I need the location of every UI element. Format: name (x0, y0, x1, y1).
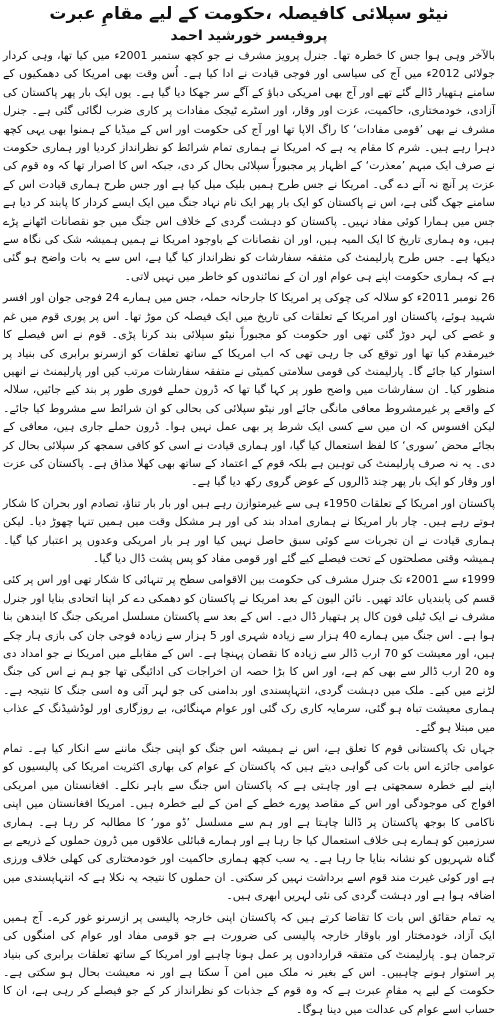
article-paragraph: یہ تمام حقائق اس بات کا تقاضا کرتے ہیں کہ پاکستان اپنی خارجہ پالیسی پر ازسرنو غور کرے۔ آج ہمیں ایک آزاد، خودمختار اور باوقار خارجہ پالیسی کی ضرورت ہے جو قومی مفاد اور عوام کی امنگوں کی ترجمان ہو۔ پارلیمنٹ کی متفقہ قراردادوں پر عمل ہونا چاہیے اور امریکا کے ساتھ تعلقات برابری کی بنیاد پر استوار ہونے چاہییں۔ اس کے بغیر نہ ملک میں امن آ سکتا ہے اور نہ معیشت بحال ہو سکتی ہے۔ حکومت کے لیے یہ مقامِ عبرت ہے کہ وہ قوم کے جذبات کو نظرانداز کر کے جو فیصلے کر رہی ہے، ان کا حساب اسے عوام کی عدالت میں دینا ہوگا۔ (3, 910, 495, 1016)
article-paragraph: 26 نومبر 2011ء کو سلالہ کی چوکی پر امریکا کا جارحانہ حملہ، جس میں ہمارے 24 فوجی جوان اور افسر شہید ہوئے، پاکستان اور امریکا کے تعلقات کی تاریخ میں ایک فیصلہ کن موڑ تھا۔ اس پر پوری قوم میں غم و غصے کی لہر دوڑ گئی تھی اور حکومت کو مجبوراً نیٹو سپلائی بند کرنا پڑی۔ قوم نے اس فیصلے کا خیرمقدم کیا تھا اور توقع کی جا رہی تھی کہ اب امریکا کے ساتھ تعلقات کو ازسرنو برابری کی بنیاد پر استوار کیا جائے گا۔ پارلیمنٹ کی قومی سلامتی کمیٹی نے متفقہ سفارشات مرتب کیں اور پارلیمنٹ نے انھیں منظور کیا۔ ان سفارشات میں واضح طور پر کہا گیا تھا کہ ڈرون حملے فوری طور پر بند کیے جائیں، سلالہ کے واقعے پر غیرمشروط معافی مانگی جائے اور نیٹو سپلائی کی بحالی کو ان شرائط سے مشروط کیا جائے۔ لیکن افسوس کہ ان میں سے کسی ایک شرط پر بھی عمل نہیں ہوا۔ ڈرون حملے جاری ہیں، معافی کے بجائے محض ’سوری‘ کا لفظ استعمال کیا گیا، اور ہماری قیادت نے اسی کو کافی سمجھ کر سپلائی بحال کر دی۔ یہ نہ صرف پارلیمنٹ کی توہین ہے بلکہ قوم کے اعتماد کے ساتھ بھی کھلا مذاق ہے۔ پاکستان کی عزت اور وقار کو ایک بار پھر چند ڈالروں کے عوض گروی رکھ دیا گیا ہے۔ (3, 291, 495, 489)
article-paragraph: بالآخر وہی ہوا جس کا خطرہ تھا۔ جنرل پرویز مشرف نے جو کچھ ستمبر 2001ء میں کیا تھا، وہی کردار جولائی 2012ء میں آج کی سیاسی اور فوجی قیادت نے ادا کیا ہے۔ اُس وقت بھی امریکا کی دھمکیوں کے سامنے ہتھیار ڈالے گئے تھے اور آج بھی امریکی دباؤ کے آگے سر جھکا دیا گیا ہے۔ یوں ایک بار پھر پاکستان کی آزادی، خودمختاری، حاکمیت، عزت اور وقار، اور اسٹرے ٹیجک مفادات پر کاری ضرب لگائی گئی ہے۔ جنرل مشرف نے بھی ’قومی مفادات‘ کا راگ الاپا تھا اور آج کی حکومت اور اس کے میڈیا کے ہمنوا بھی یہی کچھ دہرا رہے ہیں۔ شرم کا مقام یہ ہے کہ امریکا نے ہماری تمام شرائط کو نظرانداز کردیا اور ہماری حکومت نے صرف ایک مبہم ’معذرت‘ کے اظہار پر مجبوراً سپلائی بحال کر دی، جبکہ اس کا اصرار تھا کہ وہ قوم کی عزت پر آنچ نہ آنے دے گی۔ امریکا نے جس طرح ہمیں بلیک میل کیا ہے اور جس طرح ہماری قیادت اس کے سامنے جھک گئی ہے، اس نے پاکستان کو ایک بار پھر ایک نام نہاد جنگ میں ایک ایسے کردار کا پابند کر دیا ہے جس میں ہمارا کوئی مفاد نہیں۔ پاکستان کو دہشت گردی کے خلاف اس جنگ میں جو نقصانات اٹھانے پڑے ہیں، وہ ہماری تاریخ کا ایک المیہ ہیں، اور ان نقصانات کے باوجود امریکا نے ہمیں ہمیشہ شک کی نگاہ سے دیکھا ہے۔ جس طرح پارلیمنٹ کی متفقہ سفارشات کو نظرانداز کیا گیا ہے، اس سے یہ بات واضح ہو گئی ہے کہ ہماری حکومت اپنے ہی عوام اور ان کے نمائندوں کو خاطر میں نہیں لاتی۔ (3, 49, 496, 283)
article-paragraph: پاکستان اور امریکا کے تعلقات 1950ء ہی سے غیرمتوازن رہے ہیں اور بار بار تناؤ، تصادم اور بحران کا شکار ہوتے رہے ہیں۔ چار بار امریکا نے ہماری امداد بند کی اور ہر مشکل وقت میں ہمیں تنہا چھوڑ دیا۔ لیکن ہماری قیادت نے ان تجربات سے کوئی سبق حاصل نہیں کیا اور ہر بار امریکی وعدوں پر اعتبار کیا گیا۔ ہمیشہ وقتی مصلحتوں کے تحت فیصلے کیے گئے اور قومی مفاد کو پس پشت ڈال دیا گیا۔ (3, 496, 496, 565)
article-author: پروفیسر خورشید احمد (170, 28, 328, 44)
article-paragraph: 1999ء سے 2001ء تک جنرل مشرف کی حکومت بین الاقوامی سطح پر تنہائی کا شکار تھی اور اس پر کئی قسم کی پابندیاں عائد تھیں۔ نائن الیون کے بعد امریکا نے پاکستان کو دھمکی دے کر اپنا اتحادی بنایا اور جنرل مشرف نے ایک ٹیلی فون کال پر ہتھیار ڈال دیے۔ اس کے بعد سے پاکستان مسلسل امریکی جنگ کا ایندھن بنا ہوا ہے۔ اس جنگ میں ہمارے 40 ہزار سے زیادہ شہری اور 5 ہزار سے زیادہ فوجی جان کی بازی ہار چکے ہیں، اور معیشت کو 70 ارب ڈالر سے زیادہ کا نقصان پہنچا ہے۔ اس کے مقابلے میں امریکا نے جو امداد دی وہ 20 ارب ڈالر سے بھی کم ہے، اور اس کا بڑا حصہ ان اخراجات کی ادائیگی تھا جو ہم نے اس کی جنگ لڑنے میں کیے۔ ملک میں دہشت گردی، انتہاپسندی اور بدامنی کی جو لہر آئی وہ اسی جنگ کا نتیجہ ہے۔ ہماری معیشت تباہ ہو گئی، سرمایہ کاری رک گئی اور عوام مہنگائی، بے روزگاری اور لوڈشیڈنگ کے عذاب میں مبتلا ہو گئے۔ (3, 573, 496, 734)
article-headline: نیٹو سپلائی کافیصلہ ،حکومت کے لیے مقامِ عبرت (49, 4, 449, 24)
article-paragraph: جہاں تک پاکستانی قوم کا تعلق ہے، اس نے ہمیشہ اس جنگ کو اپنی جنگ ماننے سے انکار کیا ہے۔ تمام عوامی جائزے اس بات کی گواہی دیتے ہیں کہ پاکستان کے عوام کی بھاری اکثریت امریکا کی پالیسیوں کو اپنے لیے خطرہ سمجھتی ہے اور چاہتی ہے کہ پاکستان اس جنگ سے باہر نکلے۔ افغانستان میں امریکی افواج کی موجودگی اور اس کے مقاصد پورے خطے کے امن کے لیے خطرہ ہیں۔ امریکا افغانستان میں اپنی ناکامی کا بوجھ پاکستان پر ڈالنا چاہتا ہے اور ہم سے مسلسل ’ڈو مور‘ کا مطالبہ کر رہا ہے۔ ہماری سرزمین کو ہمارے ہی خلاف استعمال کیا جا رہا ہے اور ہمارے قبائلی علاقوں میں ڈرون حملوں کے ذریعے بے گناہ شہریوں کو نشانہ بنایا جا رہا ہے۔ یہ سب کچھ ہماری حاکمیت اور خودمختاری کی کھلی خلاف ورزی ہے اور کوئی غیرت مند قوم اسے برداشت نہیں کر سکتی۔ ان حملوں کا نتیجہ یہ نکلا ہے کہ انتہاپسندی میں اضافہ ہوا ہے اور دہشت گردی کی نئی لہریں ابھری ہیں۔ (3, 742, 495, 903)
